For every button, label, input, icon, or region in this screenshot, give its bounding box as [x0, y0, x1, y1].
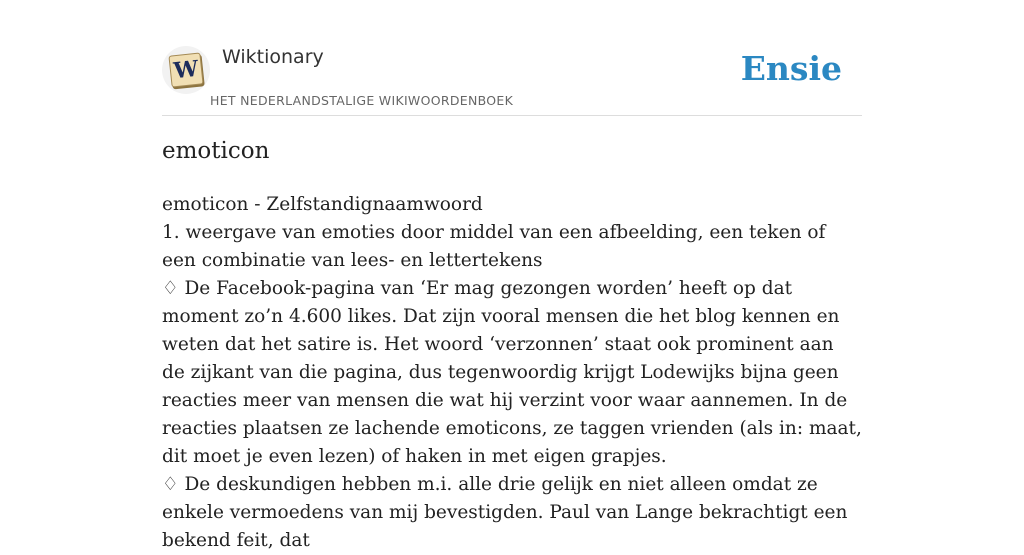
example-sentence: ♢ De deskundigen hebben m.i. alle drie gelijk en niet alleen omdat ze enkele vermoedens van mij bevestigden. Paul van Lange bekrachtigt een bekend feit, dat	[162, 474, 848, 551]
example-sentence: ♢ De Facebook-pagina van ‘Er mag gezongen worden’ heeft op dat moment zo’n 4.600 likes. Dat zijn vooral mensen die het blog kennen en weten dat het satire is. Het woord ‘verzonnen’ staat ook prominent aan de zijkant van die pagina, dus tegenwoordig krijgt Lodewijks bijna geen reacties meer van mensen die wat hij verzint voor waar aannemen. In de reacties plaatsen ze lachende emoticons, ze taggen vrienden (als in: maat, dit moet je even lezen) of haken in met eigen grapjes.	[162, 278, 862, 467]
site-name[interactable]: Wiktionary	[222, 46, 324, 68]
definition: 1. weergave van emoties door middel van een afbeelding, een teken of een combinatie van lees- en lettertekens	[162, 222, 826, 271]
wiktionary-logo-icon: W	[168, 52, 203, 87]
part-of-speech-line: emoticon - Zelfstandignaamwoord	[162, 194, 483, 215]
page-container	[162, 0, 862, 551]
wiktionary-logo[interactable]	[162, 46, 210, 94]
site-subtitle: HET NEDERLANDSTALIGE WIKIWOORDENBOEK	[210, 93, 514, 108]
page-title: emoticon	[162, 138, 270, 164]
entry-content	[162, 191, 862, 555]
ensie-logo-link[interactable]: Ensie	[740, 49, 842, 88]
site-header	[162, 0, 862, 116]
